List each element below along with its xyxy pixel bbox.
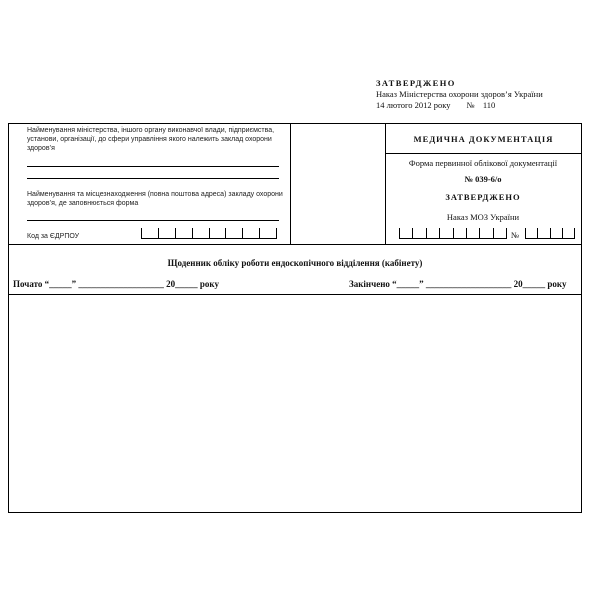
approval-number: 110 bbox=[482, 100, 496, 110]
institution-label: Найменування та місцезнаходження (повна поштова адреса) закладу охорони здоров’я, де заповнюється форма bbox=[27, 191, 283, 207]
approval-order: Наказ Міністерства охорони здоров’я України bbox=[376, 89, 543, 99]
ministry-fill-line-2[interactable] bbox=[27, 178, 279, 179]
form-type: Форма первинної облікової документації bbox=[408, 158, 558, 168]
header-divider bbox=[290, 124, 291, 244]
edrpou-cells[interactable] bbox=[141, 228, 277, 239]
approval-number-label: № bbox=[466, 100, 475, 110]
right-number-label: № bbox=[511, 230, 520, 240]
order-number-cells[interactable] bbox=[525, 228, 575, 239]
approval-title: ЗАТВЕРДЖЕНО bbox=[376, 78, 456, 88]
form-number: № 039-6/о bbox=[464, 174, 502, 184]
right-approved: ЗАТВЕРДЖЕНО bbox=[445, 192, 521, 202]
diary-body-area[interactable] bbox=[9, 295, 581, 512]
right-order: Наказ МОЗ України bbox=[446, 212, 520, 222]
med-doc-box bbox=[385, 124, 581, 154]
finished-line: Закінчено “_____” ___________________ 20_____ року bbox=[349, 279, 567, 289]
approval-block bbox=[376, 78, 543, 111]
ministry-fill-line-1[interactable] bbox=[27, 166, 279, 167]
approval-date: 14 лютого 2012 року bbox=[376, 100, 451, 110]
order-date-cells[interactable] bbox=[399, 228, 507, 239]
institution-fill-line[interactable] bbox=[27, 220, 279, 221]
form-sheet bbox=[8, 123, 582, 513]
med-doc-header: МЕДИЧНА ДОКУМЕНТАЦІЯ bbox=[413, 134, 554, 144]
edrpou-label: Код за ЄДРПОУ bbox=[27, 233, 80, 240]
header-bottom-line bbox=[9, 244, 581, 245]
approval-date-line bbox=[376, 100, 543, 111]
diary-title: Щоденник обліку роботи ендоскопічного відділення (кабінету) bbox=[167, 258, 423, 268]
ministry-label: Найменування міністерства, іншого органу виконавчої влади, підприємства, установи, організації, до сфери управління якого належить заклад охорони здоров’я bbox=[27, 127, 275, 152]
started-line: Почато “_____” ___________________ 20_____ року bbox=[13, 279, 219, 289]
